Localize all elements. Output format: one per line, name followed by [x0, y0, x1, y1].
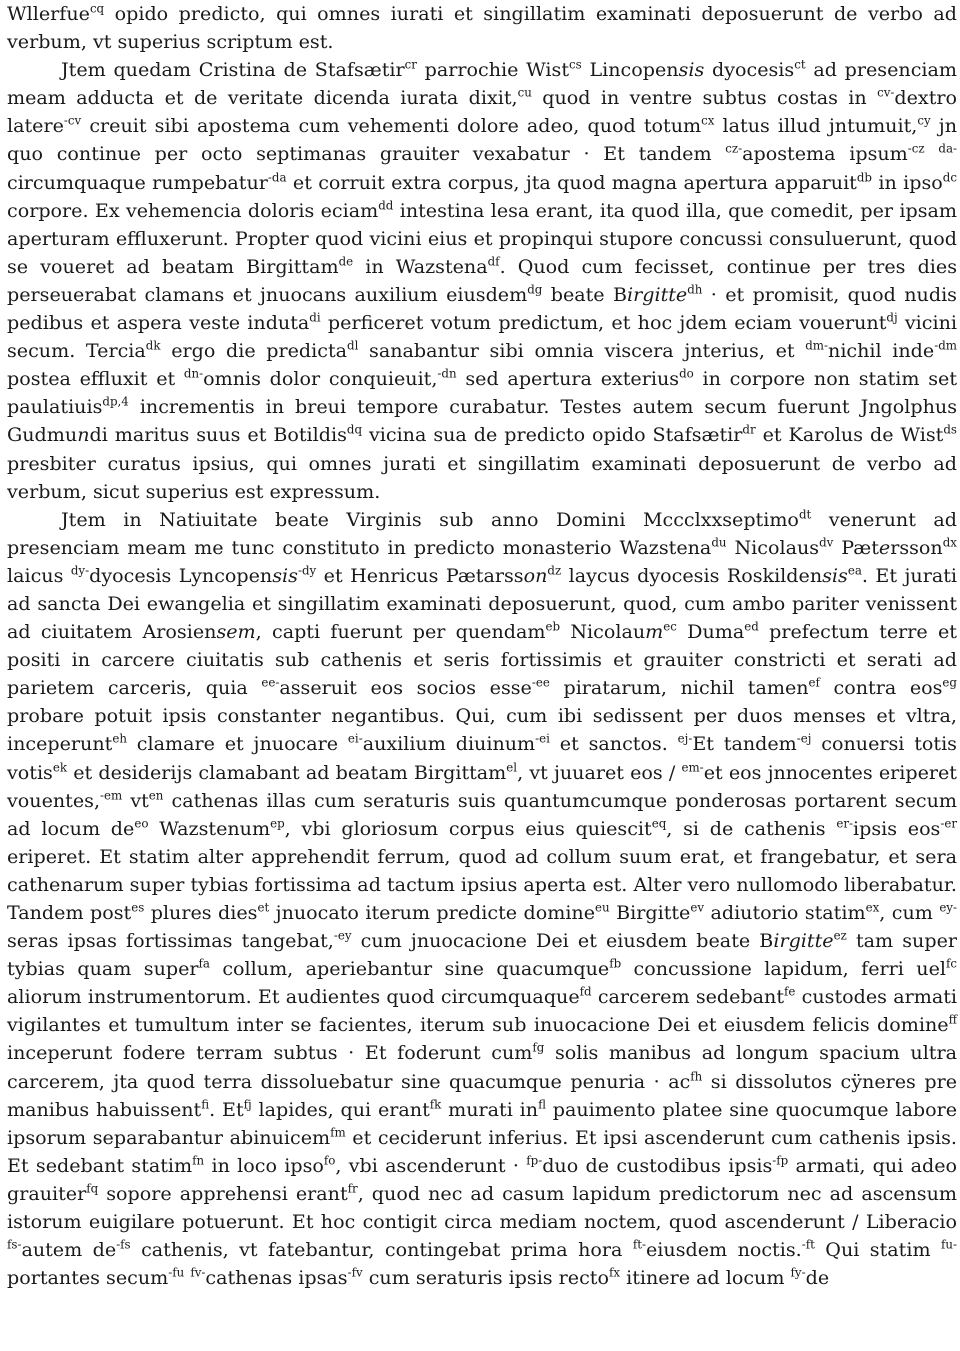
footnote-marker: ez: [833, 928, 847, 943]
footnote-marker: ek: [52, 760, 68, 775]
footnote-marker: cu: [517, 85, 532, 100]
footnote-marker: ex: [865, 900, 880, 915]
footnote-marker: ei-: [347, 732, 363, 747]
footnote-marker: -cv: [63, 114, 82, 129]
footnote-marker: cx: [701, 114, 715, 129]
footnote-marker: -dn: [437, 366, 457, 381]
footnote-marker: er-: [836, 816, 853, 831]
footnote-marker: fl: [538, 1097, 546, 1112]
italic-expansion: sis: [822, 563, 848, 587]
footnote-marker: ft-: [632, 1237, 646, 1252]
footnote-marker: dd: [378, 198, 394, 213]
footnote-marker: ec: [663, 619, 677, 634]
footnote-marker: di: [309, 310, 321, 325]
footnote-marker: fd: [579, 984, 592, 999]
footnote-marker: ea: [847, 563, 862, 578]
footnote-marker: -fv: [347, 1265, 363, 1280]
footnote-marker: fu-: [941, 1237, 957, 1252]
footnote-marker: cr: [404, 57, 417, 72]
paragraph-2: Jtem quedam Cristina de Stafsætir$^{cr}$ parrochie Wist$^{cs}$ Lincopensis dyocesis$^{ct}$ ad presenciam meam adducta et de veritate dicenda iurata dixit,$^{cu}$ quod in ventre subtus costas in $^{cv-}$dextro latere$^{-cv}$ creuit sibi apostema cum vehementi dolore adeo, quod totum$^{cx}$ latus illud jntumuit,$^{cy}$ jn quo continue per octo septimanas grauiter vexabatur · Et tandem $^{cz-}$apostema ipsum$^{-cz}$ $^{da-}$circumquaque rumpebatur$^{-da}$ et corruit extra corpus, jta quod magna apertura apparuit$^{db}$ in ipso$^{dc}$ corpore. Ex vehemencia doloris eciam$^{dd}$ intestina lesa erant, ita quod illa, que comedit, per ipsam aperturam effluxerunt. Propter quod vicini eius et propinqui stupore concussi consuluerunt, quod se voueret ad beatam Birgittam$^{de}$ in Wazstena$^{df}$. Quod cum fecisset, continue per tres dies perseuerabat clamans et jnuocans auxilium eiusdem$^{dg}$ beate Birgitte$^{dh}$ · et promisit, quod nudis pedibus et aspera veste induta$^{di}$ perficeret votum predictum, et hoc jdem eciam vouerunt$^{dj}$ vicini secum. Tercia$^{dk}$ ergo die predicta$^{dl}$ sanabantur sibi omnia viscera jnterius, et $^{dm-}$nichil inde$^{-dm}$ postea effluxit et $^{dn-}$omnis dolor conquieuit,$^{-dn}$ sed apertura exterius$^{do}$ in corpore non statim set paulatiuis$^{dp,4}$ incrementis in breui tempore curabatur. Testes autem secum fuerunt Jngolphus Gudmundi maritus suus et Botildis$^{dq}$ vicina sua de predicto opido Stafsætir$^{dr}$ et Karolus de Wist$^{ds}$ presbiter curatus ipsius, qui omnes jurati et singillatim examinati deposuerunt de verbo ad verbum, sicut superius est expressum.: [7, 57, 958, 503]
footnote-marker: en: [148, 788, 164, 803]
italic-expansion: m: [645, 620, 664, 644]
footnote-marker: fe: [784, 984, 796, 999]
footnote-marker: dq: [346, 423, 363, 438]
footnote-marker: fc: [945, 956, 957, 971]
footnote-marker: fj: [243, 1097, 252, 1112]
footnote-marker: dm-: [805, 338, 829, 353]
footnote-marker: ey-: [939, 900, 957, 915]
footnote-marker: fy-: [790, 1265, 806, 1280]
footnote-marker: fh: [690, 1069, 703, 1084]
footnote-marker: fk: [429, 1097, 442, 1112]
footnote-marker: dp,4: [102, 394, 129, 409]
footnote-marker: dn-: [183, 366, 204, 381]
footnote-marker: ef: [808, 675, 820, 690]
footnote-marker: eo: [134, 816, 149, 831]
footnote-marker: -ee: [531, 675, 550, 690]
footnote-marker: fp-: [526, 1153, 543, 1168]
footnote-marker: dh: [687, 282, 703, 297]
footnote-marker: fm: [330, 1125, 346, 1140]
footnote-marker: -ft: [801, 1237, 815, 1252]
footnote-marker: fg: [532, 1041, 545, 1056]
footnote-marker: cs: [569, 57, 582, 72]
footnote-marker: -ej: [796, 732, 812, 747]
footnote-marker: da-: [938, 142, 957, 157]
footnote-marker: db: [856, 170, 873, 185]
footnote-marker: -er: [940, 816, 958, 831]
footnote-marker: -da: [267, 170, 287, 185]
footnote-marker: eb: [545, 619, 561, 634]
footnote-marker: ct: [794, 57, 806, 72]
footnote-marker: de: [338, 254, 354, 269]
footnote-marker: fa: [198, 956, 210, 971]
footnote-marker: fr: [347, 1181, 358, 1196]
footnote-marker: cq: [89, 1, 105, 16]
italic-expansion: sis: [678, 58, 705, 82]
footnote-marker: eq: [651, 816, 667, 831]
footnote-marker: -dm: [934, 338, 958, 353]
footnote-marker: -fu: [168, 1265, 185, 1280]
paragraph-3: Jtem in Natiuitate beate Virginis sub anno Domini Mccclxxseptimo$^{dt}$ venerunt ad presenciam meam me tunc constituto in predicto monasterio Wazstena$^{du}$ Nicolaus$^{dv}$ Pætersson$^{dx}$ laicus $^{dy-}$dyocesis Lyncopensis$^{-dy}$ et Henricus Pætarsson$^{dz}$ laycus dyocesis Roskildensis$^{ea}$. Et jurati ad sancta Dei ewangelia et singillatim examinati deposuerunt, quod, cum ambo pariter venissent ad ciuitatem Arosiensem, capti fuerunt per quendam$^{eb}$ Nicolaum$^{ec}$ Duma$^{ed}$ prefectum terre et positi in carcere ciuitatis sub cathenis et seris fortissimis et grauiter constricti et serati ad parietem carceris, quia $^{ee-}$asseruit eos socios esse$^{-ee}$ piratarum, nichil tamen$^{ef}$ contra eos$^{eg}$ probare potuit ipsis constanter negantibus. Qui, cum ibi sedissent per duos menses et vltra, inceperunt$^{eh}$ clamare et jnuocare $^{ei-}$auxilium diuinum$^{-ei}$ et sanctos. $^{ej-}$Et tandem$^{-ej}$ conuersi totis votis$^{ek}$ et desiderijs clamabant ad beatam Birgittam$^{el}$, vt juuaret eos / $^{em-}$et eos jnnocentes eriperet vouentes,$^{-em}$ $vt^{en}$ cathenas illas cum seraturis suis quantumcumque ponderosas portarent secum ad locum $de^{eo}$ Wazstenum$^{ep}$, vbi gloriosum corpus eius quiescit$^{eq}$, si de cathenis $^{er-}$ipsis eos$^{-er}$ eriperet. Et statim alter apprehendit ferrum, quod ad collum suum erat, et frangebatur, et sera cathenarum super tybias fortissima ad tactum ipsius aperta est. Alter vero nullomodo liberabatur. Tandem post$^{es}$ plures dies$^{et}$ jnuocato iterum predicte domine$^{eu}$ Birgitte$^{ev}$ adiutorio statim$^{ex}$, cum $^{ey-}$seras ipsas fortissimas tangebat,$^{-ey}$ cum jnuocacione Dei et eiusdem beate Birgitte$^{ez}$ tam super tybias quam super$^{fa}$ collum, aperiebantur sine quacumque$^{fb}$ concussione lapidum, ferri uel$^{fc}$ aliorum instrumentorum. Et audientes quod circumquaque$^{fd}$ carcerem sedebant$^{fe}$ custodes armati vigilantes et tumultum inter se facientes, iterum sub inuocacione Dei et eiusdem felicis domine$^{ff}$ inceperunt fodere terram subtus · Et foderunt cum$^{fg}$ solis manibus ad longum spacium ultra carcerem, jta quod terra dissoluebatur sine quacumque penuria · $ac^{fh}$ si dissolutos cÿneres pre manibus habuissent$^{fi}$. $Et^{fj}$ lapides, qui erant$^{fk}$ murati $in^{fl}$ pauimento platee sine quocumque labore ipsorum separabantur abinuicem$^{fm}$ et ceciderunt inferius. Et ipsi ascenderunt cum cathenis ipsis. Et sedebant statim$^{fn}$ in loco ipso$^{fo}$, vbi ascenderunt · $^{fp-}$duo de custodibus ipsis$^{-fp}$ armati, qui adeo grauiter$^{fq}$ sopore apprehensi erant$^{fr}$, quod nec ad casum lapidum predictorum nec ad ascensum istorum euigilare potuerunt. Et hoc contigit circa mediam noctem, quod ascenderunt / Liberacio $^{fs-}$autem $de^{-fs}$ cathenis, vt fatebantur, contingebat prima hora $^{ft-}$eiusdem noctis.$^{-ft}$ Qui statim $^{fu-}$portantes secum$^{-fu}$ $^{fv-}$cathenas ipsas$^{-fv}$ cum seraturis ipsis recto$^{fx}$ itinere ad locum $^{fy-}$de: [7, 507, 958, 1290]
footnote-marker: du: [711, 535, 727, 550]
footnote-marker: ej-: [677, 732, 693, 747]
footnote-marker: ff: [948, 1013, 957, 1028]
footnote-marker: fn: [192, 1153, 205, 1168]
footnote-marker: fq: [86, 1181, 99, 1196]
footnote-marker: cv-: [877, 85, 895, 100]
footnote-marker: et: [257, 900, 270, 915]
footnote-marker: dc: [942, 170, 957, 185]
italic-expansion: irgitte: [773, 929, 834, 953]
footnote-marker: -fs: [116, 1237, 131, 1252]
footnote-marker: ds: [943, 423, 957, 438]
paragraph-1: Wllerfue$^{cq}$ opido predicto, qui omnes iurati et singillatim examinati deposuerunt de verbo ad verbum, vt superius scriptum est.: [7, 1, 957, 54]
footnote-marker: -ei: [535, 732, 550, 747]
footnote-marker: eh: [112, 732, 127, 747]
footnote-marker: dy-: [70, 563, 90, 578]
footnote-marker: dz: [547, 563, 562, 578]
footnote-marker: fi: [201, 1097, 210, 1112]
footnote-marker: fv-: [190, 1265, 206, 1280]
footnote-marker: el: [506, 760, 518, 775]
footnote-marker: ep: [270, 816, 285, 831]
footnote-marker: fx: [608, 1265, 621, 1280]
italic-expansion: n: [77, 423, 90, 447]
footnote-marker: dk: [145, 338, 161, 353]
footnote-marker: dr: [742, 423, 756, 438]
footnote-marker: eu: [595, 900, 610, 915]
footnote-marker: ev: [690, 900, 705, 915]
italic-expansion: irgitte: [627, 282, 688, 306]
footnote-marker: em-: [681, 760, 704, 775]
footnote-marker: df: [487, 254, 500, 269]
footnote-marker: ee-: [261, 675, 280, 690]
italic-expansion: e: [878, 535, 891, 559]
footnote-marker: fb: [609, 956, 622, 971]
footnote-marker: cz-: [725, 142, 743, 157]
footnote-marker: cy: [917, 114, 931, 129]
footnote-marker: dl: [347, 338, 359, 353]
italic-expansion: sem: [216, 620, 256, 644]
footnote-marker: -cz: [907, 142, 925, 157]
footnote-marker: dt: [798, 507, 812, 522]
italic-expansion: on: [523, 563, 548, 587]
footnote-marker: fs-: [7, 1237, 22, 1252]
footnote-marker: do: [679, 366, 694, 381]
footnote-marker: -fp: [772, 1153, 789, 1168]
footnote-marker: dv: [819, 535, 834, 550]
footnote-marker: dj: [886, 310, 898, 325]
footnote-marker: ed: [744, 619, 759, 634]
footnote-marker: fo: [323, 1153, 336, 1168]
document-page: [7, 0, 957, 1351]
footnote-marker: dg: [527, 282, 543, 297]
footnote-marker: -em: [100, 788, 123, 803]
footnote-marker: -ey: [333, 928, 352, 943]
footnote-marker: es: [131, 900, 145, 915]
italic-expansion: sis: [272, 563, 298, 587]
footnote-marker: -dy: [297, 563, 317, 578]
footnote-marker: dx: [942, 535, 957, 550]
footnote-marker: eg: [942, 675, 957, 690]
